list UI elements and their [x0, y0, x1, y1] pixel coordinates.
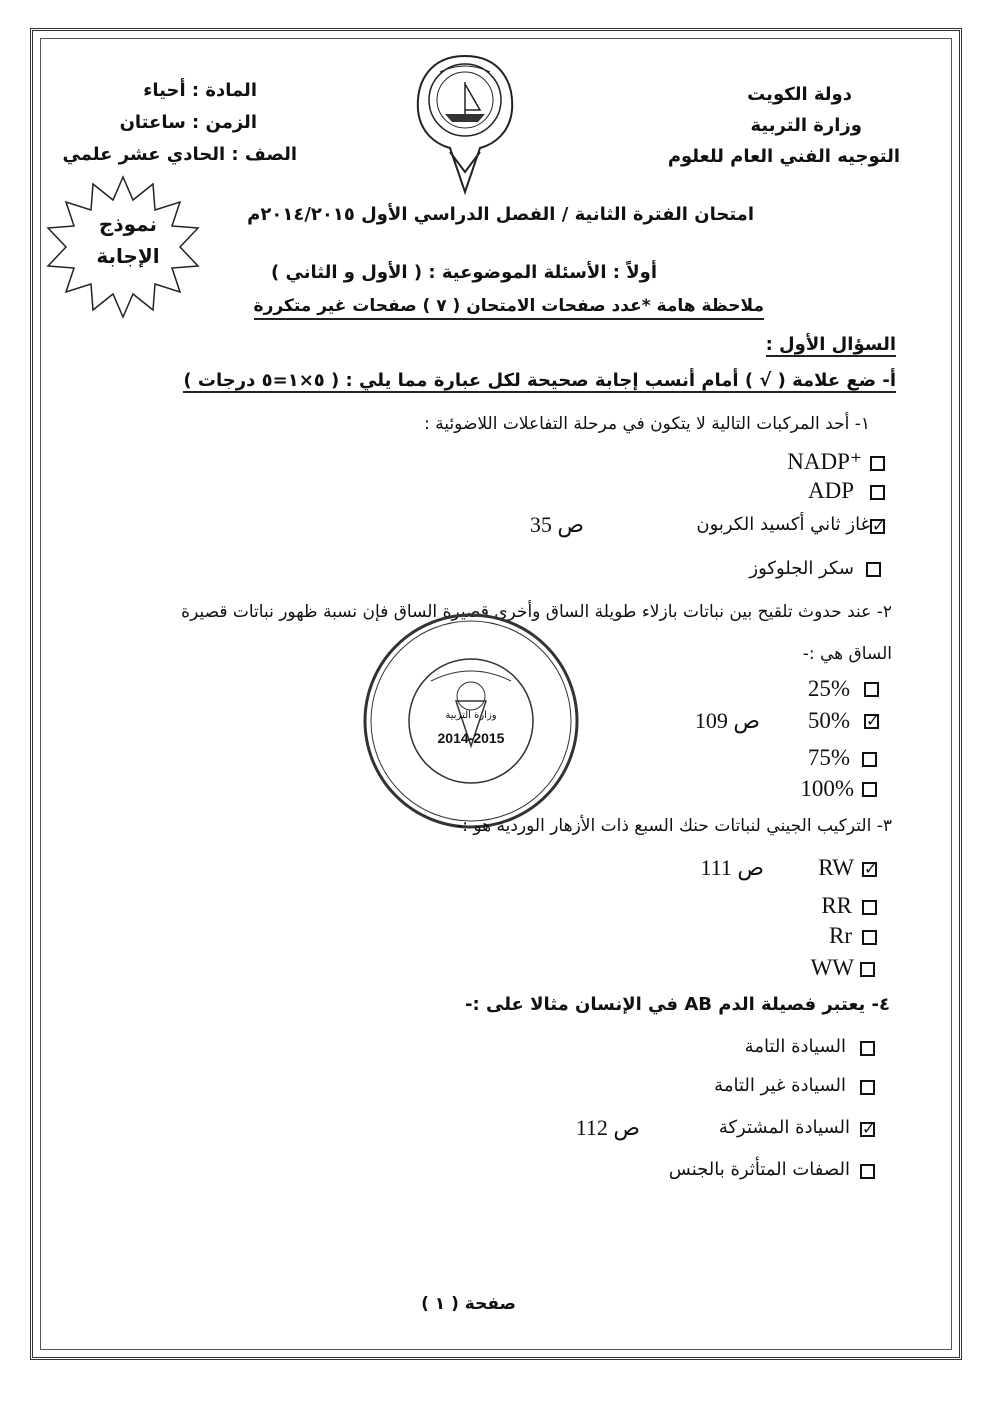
header-duration: الزمن : ساعتان: [119, 112, 257, 133]
header-ministry: وزارة التربية: [750, 115, 862, 136]
q1-option-1-checkbox[interactable]: [870, 456, 885, 471]
header-grade: الصف : الحادي عشر علمي: [62, 144, 297, 165]
kuwait-emblem-icon: [410, 52, 520, 202]
seal-year: 2014-2015: [437, 730, 505, 746]
q2-option-2-checkbox[interactable]: [864, 714, 879, 729]
q4-option-4-label: الصفات المتأثرة بالجنس: [668, 1159, 850, 1180]
q4-option-4-checkbox[interactable]: [860, 1164, 875, 1179]
section-title: أولاً : الأسئلة الموضوعية : ( الأول و الثاني ): [271, 262, 657, 283]
ministry-seal-icon: [356, 606, 586, 836]
q4-page-ref: ص 112: [575, 1115, 640, 1140]
q3-option-3-checkbox[interactable]: [862, 930, 877, 945]
question-2-text: ٢- عند حدوث تلقيح بين نباتات بازلاء طويلة الساق وأخرى قصيرة الساق فإن نسبة ظهور نباتات قصيرة: [181, 602, 892, 622]
question-1-text: ١- أحد المركبات التالية لا يتكون في مرحلة التفاعلات اللاضوئية :: [424, 414, 870, 434]
question1-instruction: أ- ضع علامة ( √ ) أمام أنسب إجابة صحيحة لكل عبارة مما يلي : ( ٥×١=٥ درجات ): [183, 370, 896, 391]
q2-option-1-checkbox[interactable]: [864, 682, 879, 697]
seal-ministry-text: وزارة التربية: [445, 710, 497, 721]
q3-option-2-label: RR: [821, 893, 852, 918]
q2-option-3-checkbox[interactable]: [862, 752, 877, 767]
q1-option-3-checkbox[interactable]: [870, 519, 885, 534]
q3-option-2-checkbox[interactable]: [862, 900, 877, 915]
header-department: التوجيه الفني العام للعلوم: [667, 146, 900, 167]
q3-option-4-label: WW: [810, 955, 854, 980]
q4-option-2-checkbox[interactable]: [860, 1080, 875, 1095]
q2-option-2-label: 50%: [807, 708, 850, 733]
q1-option-1-label: NADP⁺: [787, 449, 862, 474]
stamp-text-line1: نموذج: [98, 212, 158, 236]
q3-option-4-checkbox[interactable]: [860, 962, 875, 977]
q2-option-4-checkbox[interactable]: [862, 782, 877, 797]
q4-option-1-label: السيادة التامة: [744, 1036, 846, 1057]
q2-page-ref: ص 109: [694, 708, 760, 733]
q3-option-1-label: RW: [818, 855, 854, 880]
q1-page-ref: ص 35: [529, 512, 584, 537]
q3-option-1-checkbox[interactable]: [862, 862, 877, 877]
q3-option-3-label: Rr: [829, 923, 852, 948]
exam-title: امتحان الفترة الثانية / الفصل الدراسي الأول ٢٠١٤/٢٠١٥م: [247, 204, 754, 225]
q1-option-4-label: سكر الجلوكوز: [749, 558, 854, 579]
important-note: ملاحظة هامة *عدد صفحات الامتحان ( ٧ ) صفحات غير متكررة: [254, 296, 764, 320]
question-2-text-cont: الساق هي :-: [802, 644, 892, 664]
q1-option-4-checkbox[interactable]: [866, 562, 881, 577]
page-number: صفحة ( ١ ): [421, 1294, 516, 1314]
header-country: دولة الكويت: [747, 84, 852, 105]
q2-option-3-label: 75%: [807, 745, 850, 770]
question-4-text: ٤- يعتبر فصيلة الدم AB في الإنسان مثالا على :-: [465, 994, 890, 1015]
header-subject: المادة : أحياء: [143, 80, 257, 101]
q2-option-1-label: 25%: [807, 676, 850, 701]
q3-page-ref: ص 111: [700, 855, 764, 880]
q4-option-3-checkbox[interactable]: [860, 1122, 875, 1137]
q1-option-2-label: ADP: [807, 478, 854, 503]
q2-option-4-label: 100%: [800, 776, 854, 801]
question1-label: السؤال الأول :: [765, 334, 896, 355]
q1-option-2-checkbox[interactable]: [870, 485, 885, 500]
q4-option-2-label: السيادة غير التامة: [714, 1075, 846, 1096]
q4-option-1-checkbox[interactable]: [860, 1041, 875, 1056]
question-3-text: ٣- التركيب الجيني لنباتات حنك السبع ذات الأزهار الوردية هو :-: [456, 816, 892, 836]
q1-option-3-label: غاز ثاني أكسيد الكربون: [696, 514, 870, 535]
stamp-text-line2: الإجابة: [96, 244, 160, 268]
q4-option-3-label: السيادة المشتركة: [718, 1117, 850, 1138]
